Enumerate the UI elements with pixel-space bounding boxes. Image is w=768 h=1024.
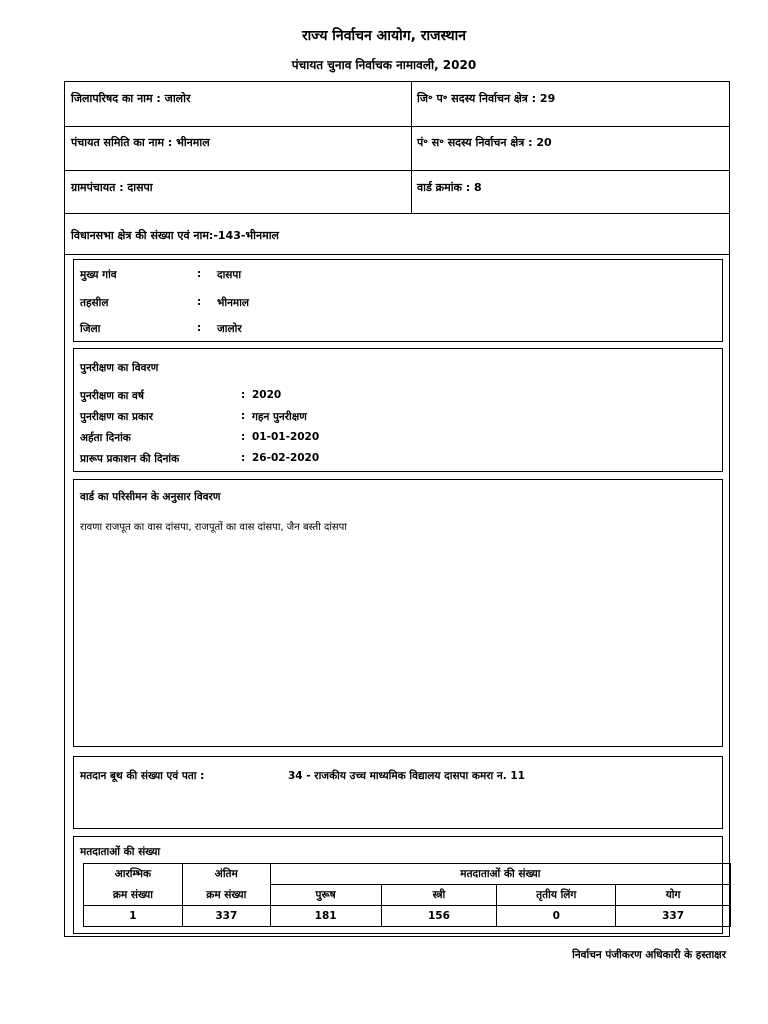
total-header: योग: [616, 885, 731, 906]
draft-publication-date-sep: :: [241, 452, 246, 464]
zila-parishad-name: जिलापरिषद का नाम : जालोर: [71, 92, 191, 105]
male-value: 181: [270, 906, 381, 927]
district-value: जालोर: [217, 323, 242, 335]
panchayat-samiti-name: पंचायत समिति का नाम : भीनमाल: [71, 136, 210, 149]
revision-type-label: पुनरीक्षण का प्रकार: [80, 411, 154, 423]
delimitation-heading: वार्ड का परिसीमन के अनुसार विवरण: [80, 491, 221, 503]
revision-type-sep: :: [241, 410, 246, 422]
polling-booth-box: [73, 756, 723, 829]
end-serial-value: 337: [182, 906, 270, 927]
panchayat-samiti-constituency: पं॰ स॰ सदस्य निर्वाचन क्षेत्र : 20: [417, 136, 552, 149]
main-village-label: मुख्य गांव: [80, 269, 117, 281]
voter-count-group-header: मतदाताओं की संख्या: [270, 864, 730, 885]
voter-count-heading: मतदाताओं की संख्या: [80, 846, 161, 858]
third-gender-value: 0: [497, 906, 616, 927]
start-serial-header-1: आरम्भिक: [84, 864, 183, 885]
voter-count-table: [83, 863, 731, 927]
roll-cover-form: [64, 81, 730, 937]
female-header: स्त्री: [381, 885, 497, 906]
main-village-sep: :: [197, 268, 202, 280]
qualifying-date-value: 01-01-2020: [252, 431, 320, 443]
ward-number: वार्ड क्रमांक : 8: [417, 181, 482, 194]
qualifying-date-sep: :: [241, 431, 246, 443]
location-box: [73, 259, 723, 342]
page-subtitle: पंचायत चुनाव निर्वाचक नामावली, 2020: [291, 58, 477, 72]
district-sep: :: [197, 322, 202, 334]
revision-year-sep: :: [241, 389, 246, 401]
assembly-constituency: विधानसभा क्षेत्र की संख्या एवं नाम:-143-भीनमाल: [71, 229, 279, 242]
tehsil-sep: :: [197, 296, 202, 308]
gram-panchayat-name: ग्रामपंचायत : दासपा: [71, 181, 153, 194]
revision-type-value: गहन पुनरीक्षण: [252, 411, 307, 423]
start-serial-value: 1: [84, 906, 183, 927]
end-serial-header-2: क्रम संख्या: [182, 885, 270, 906]
main-village-value: दासपा: [217, 269, 242, 281]
delimitation-box: [73, 479, 723, 747]
draft-publication-date-value: 26-02-2020: [252, 452, 320, 464]
revision-heading: पुनरीक्षण का विवरण: [80, 362, 159, 374]
total-value: 337: [616, 906, 731, 927]
draft-publication-date-label: प्रारूप प्रकाशन की दिनांक: [80, 453, 180, 465]
revision-year-label: पुनरीक्षण का वर्ष: [80, 390, 144, 402]
tehsil-value: भीनमाल: [217, 297, 250, 309]
third-gender-header: तृतीय लिंग: [497, 885, 616, 906]
qualifying-date-label: अर्हता दिनांक: [80, 432, 131, 444]
zila-parishad-constituency: जि॰ प॰ सदस्य निर्वाचन क्षेत्र : 29: [417, 92, 556, 105]
page-title: राज्य निर्वाचन आयोग, राजस्थान: [301, 28, 467, 44]
voter-count-box: [73, 836, 723, 934]
district-label: जिला: [80, 323, 101, 335]
polling-booth-value: 34 - राजकीय उच्च माध्यमिक विद्यालय दासपा कमरा न. 11: [288, 770, 525, 782]
revision-box: [73, 348, 723, 472]
tehsil-label: तहसील: [80, 297, 109, 309]
polling-booth-label: मतदान बूथ की संख्या एवं पता :: [80, 770, 205, 782]
end-serial-header-1: अंतिम: [182, 864, 270, 885]
revision-year-value: 2020: [252, 389, 282, 401]
female-value: 156: [381, 906, 497, 927]
start-serial-header-2: क्रम संख्या: [84, 885, 183, 906]
male-header: पुरूष: [270, 885, 381, 906]
delimitation-text: रावणा राजपूत का वास दांसपा, राजपूतों का वास दांसपा, जैन बस्ती दांसपा: [80, 522, 347, 533]
info-row-3: [65, 171, 729, 214]
registration-officer-signature: निर्वाचन पंजीकरण अधिकारी के हस्ताक्षर: [572, 949, 726, 961]
info-divider: [411, 82, 412, 214]
